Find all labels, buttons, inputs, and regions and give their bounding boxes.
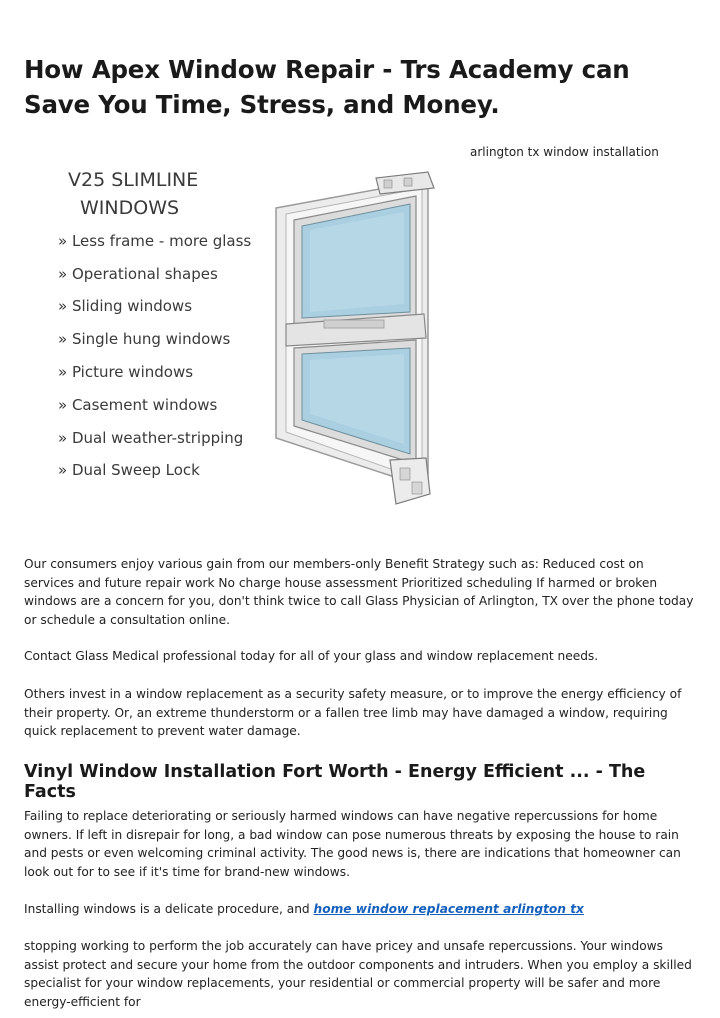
window-frame (276, 172, 434, 504)
figure-item: » Less frame - more glass (58, 232, 252, 250)
paragraph-security: Others invest in a window replacement as a security safety measure, or to improve the energy efficiency of their property. Or, an extreme thunderstorm or a fallen tree limb may have damaged a window, requiring quick replacement to prevent water damage. (24, 687, 682, 739)
paragraph-failing-to-replace: Failing to replace deteriorating or seriously harmed windows can have negative repercussions for home owners. If left in disrepair for long, a bad window can pose numerous threats by exposing the house to rain and pests or even welcoming criminal activity. The good news is, there are indications that homeowner can look out for to see if it's time for brand-new windows. (24, 809, 681, 879)
page-title: How Apex Window Repair - Trs Academy can Save You Time, Stress, and Money. (24, 55, 630, 119)
figure-item: » Picture windows (58, 363, 194, 381)
paragraph-stopping-working: stopping working to perform the job accurately can have pricey and unsafe repercussions. Your windows assist protect and secure your home from the outdoor components and intruders. When you employ a skilled specialist for your window replacements, your residential or commercial property will be safer and more energy-efficient for (24, 939, 692, 1009)
figure-item: » Casement windows (58, 396, 218, 414)
paragraph-benefit-strategy: Our consumers enjoy various gain from our members-only Benefit Strategy such as: Reduced cost on services and future repair work No charge house assessment Prioritized scheduling If harmed or broken windows are a concern for you, don't think twice to call Glass Physician of Arlington, TX over the phone today or schedule a consultation online. (24, 557, 694, 627)
paragraph-contact: Contact Glass Medical professional today for all of your glass and window replacement needs. (24, 649, 599, 663)
figure-item: » Operational shapes (58, 265, 218, 283)
figure-item: » Sliding windows (58, 297, 193, 315)
window-product-image (24, 142, 458, 530)
section-heading: Vinyl Window Installation Fort Worth - Energy Efficient ... - The Facts (24, 762, 646, 802)
figure-item: » Single hung windows (58, 330, 231, 348)
slimline-window-illustration (24, 142, 458, 530)
paragraph-installing (24, 900, 696, 919)
figure-item: » Dual weather-stripping (58, 429, 244, 447)
paragraph-installing-text: Installing windows is a delicate procedure, and (24, 902, 314, 916)
figure-title-line2: WINDOWS (80, 197, 180, 219)
home-window-replacement-link[interactable]: home window replacement arlington tx (313, 902, 584, 916)
image-caption: arlington tx window installation (470, 145, 659, 159)
figure-title-line1: V25 SLIMLINE (68, 169, 199, 191)
figure-item: » Dual Sweep Lock (58, 461, 200, 479)
